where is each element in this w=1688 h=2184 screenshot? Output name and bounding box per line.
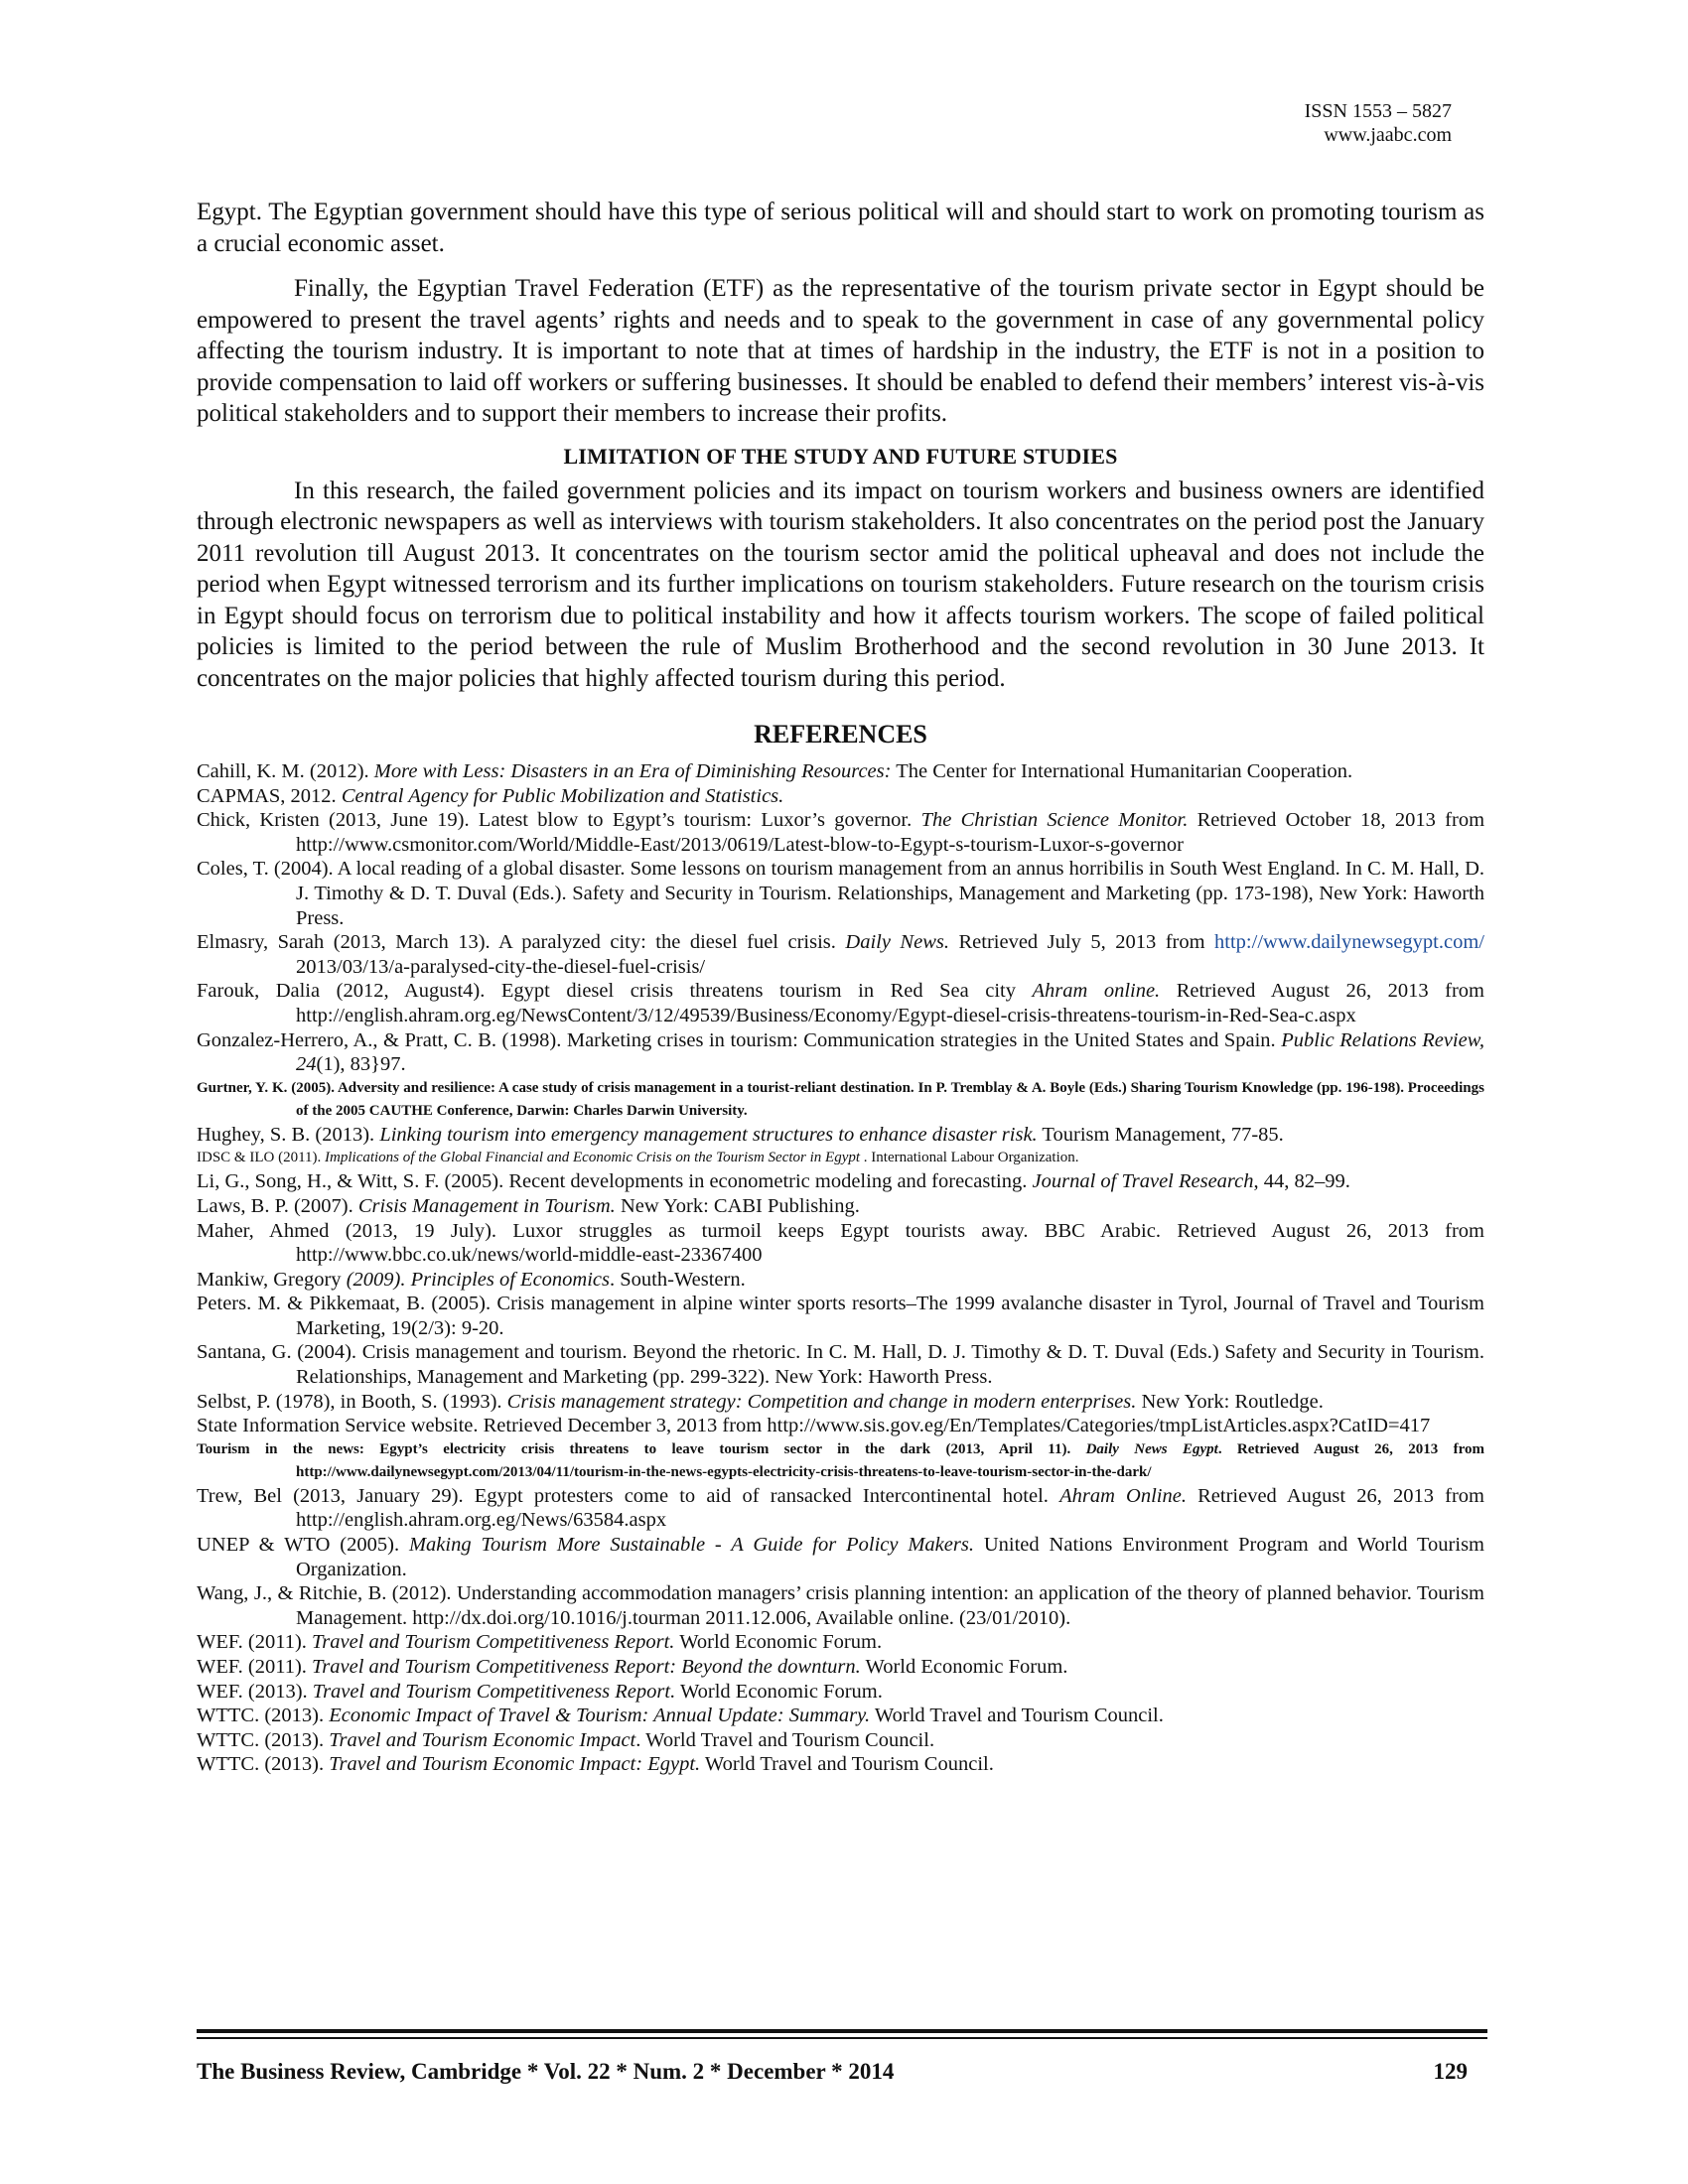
- reference-title: Daily News.: [845, 931, 949, 954]
- paragraph-1: Egypt. The Egyptian government should have this type of serious political will and should start to work on promoting tourism as a crucial economic asset.: [197, 199, 1484, 257]
- reference-text: Retrieved October 18, 2013 from http://www.csmonitor.com/World/Middle-East/2013/0619/Latest-blow-to-Egypt-s-tourism-Luxor-s-governor: [296, 809, 1485, 856]
- reference-text: World Economic Forum.: [674, 1631, 883, 1654]
- reference-entry: [197, 1630, 1484, 1655]
- reference-link[interactable]: http://www.dailynewsegypt.com/: [1214, 931, 1484, 954]
- reference-title: Travel and Tourism Economic Impact: [329, 1728, 636, 1751]
- reference-title: (2009). Principles of Economics: [346, 1268, 610, 1291]
- reference-text: Peters. M. & Pikkemaat, B. (2005). Crisis management in alpine winter sports resorts–The 1999 avalanche disaster in Tyrol, Journal of Travel and Tourism Marketing, 19(2/3): 9-20.: [197, 1293, 1484, 1339]
- reference-title: Crisis Management in Tourism.: [357, 1194, 616, 1217]
- reference-text: Mankiw, Gregory: [197, 1268, 347, 1291]
- reference-text: World Economic Forum.: [860, 1656, 1068, 1678]
- reference-text: 2013/03/13/a-paralysed-city-the-diesel-fuel-crisis/: [296, 955, 706, 978]
- reference-text: Trew, Bel (2013, January 29). Egypt protesters come to aid of ransacked Intercontinental hotel.: [197, 1484, 1060, 1507]
- reference-text: Retrieved August 26, 2013 from http://english.ahram.org.eg/News/63584.aspx: [296, 1484, 1484, 1532]
- reference-entry: [197, 1680, 1484, 1705]
- reference-entry: [197, 1390, 1484, 1415]
- reference-text: WTTC. (2013).: [197, 1728, 330, 1751]
- reference-title: Travel and Tourism Competitiveness Report: Beyond the downturn.: [312, 1656, 861, 1678]
- reference-entry: [197, 1268, 1484, 1293]
- references-heading: REFERENCES: [754, 720, 927, 749]
- reference-text: Laws, B. P. (2007).: [197, 1194, 358, 1217]
- reference-text: Coles, T. (2004). A local reading of a global disaster. Some lessons on tourism management from an annus horribilis in South West England. In C. M. Hall, D. J. Timothy & D. T. Duval (Eds.). Safety and Security in Tourism. Relationships, Management and Marketing (pp. 173-198), New York: Haworth Press.: [197, 858, 1484, 929]
- reference-text: Retrieved July 5, 2013 from: [948, 931, 1215, 954]
- journal-website: www.jaabc.com: [1324, 124, 1452, 146]
- reference-entry: [197, 1581, 1484, 1630]
- reference-entry: [197, 1340, 1484, 1389]
- reference-entry: [197, 1292, 1484, 1340]
- reference-text: Tourism in the news: Egypt’s electricity crisis threatens to leave tourism sector in the dark (2013, April 11).: [197, 1440, 1086, 1457]
- reference-entry: [197, 759, 1484, 784]
- reference-text: United Nations Environment Program and World Tourism Organization.: [296, 1534, 1484, 1580]
- reference-entry: [197, 1704, 1484, 1728]
- reference-text: Li, G., Song, H., & Witt, S. F. (2005). Recent developments in econometric modeling and forecasting.: [197, 1170, 1033, 1193]
- page-header: [1305, 99, 1452, 147]
- reference-entry: [197, 1533, 1484, 1581]
- reference-text: Santana, G. (2004). Crisis management and tourism. Beyond the rhetoric. In C. M. Hall, D. J. Timothy & D. T. Duval (Eds.) Safety and Security in Tourism. Relationships, Management and Marketing (pp. 299-322). New York: Haworth Press.: [197, 1341, 1484, 1389]
- reference-text: WTTC. (2013).: [197, 1705, 330, 1727]
- reference-text: UNEP & WTO (2005).: [197, 1534, 409, 1557]
- reference-title: Implications of the Global Financial and Economic Crisis on the Tourism Sector in Egypt: [325, 1150, 861, 1166]
- footer-journal-info: The Business Review, Cambridge * Vol. 22 * Num. 2 * December * 2014: [197, 2059, 895, 2084]
- reference-entry: [197, 1438, 1484, 1484]
- section-heading: LIMITATION OF THE STUDY AND FUTURE STUDIES: [563, 443, 1118, 469]
- reference-text: . International Labour Organization.: [860, 1150, 1079, 1166]
- reference-title: Economic Impact of Travel & Tourism: Annual Update: Summary.: [329, 1705, 871, 1727]
- reference-entry: [197, 930, 1484, 979]
- reference-entry: [197, 1169, 1484, 1194]
- page-content: [197, 197, 1484, 1777]
- reference-entry: [197, 979, 1484, 1027]
- reference-title: Travel and Tourism Competitiveness Report.: [312, 1680, 676, 1703]
- reference-entry: [197, 1752, 1484, 1777]
- reference-entry: [197, 1414, 1484, 1438]
- reference-text: WEF. (2011).: [197, 1631, 313, 1654]
- reference-text: , 44, 82–99.: [1253, 1170, 1350, 1193]
- reference-title: Central Agency for Public Mobilization and Statistics.: [341, 784, 784, 807]
- reference-title: Linking tourism into emergency management structures to enhance disaster risk.: [379, 1123, 1038, 1146]
- reference-title: Daily News Egypt: [1085, 1440, 1218, 1457]
- reference-text: . Retrieved August 26, 2013 from http://www.dailynewsegypt.com/2013/04/11/tourism-in-the-news-egypts-electricity-crisis-threatens-to-leave-tourism-sector-in-the-dark/: [296, 1440, 1484, 1480]
- reference-text: Elmasry, Sarah (2013, March 13). A paralyzed city: the diesel fuel crisis.: [197, 931, 846, 954]
- reference-entry: [197, 857, 1484, 930]
- reference-text: Gonzalez-Herrero, A., & Pratt, C. B. (1998). Marketing crises in tourism: Communication strategies in the United States and Spain.: [197, 1028, 1282, 1051]
- reference-text: Retrieved August 26, 2013 from http://english.ahram.org.eg/NewsContent/3/12/49539/Business/Economy/Egypt-diesel-crisis-threatens-tourism-in-Red-Sea-c.aspx: [296, 980, 1485, 1026]
- reference-text: Selbst, P. (1978), in Booth, S. (1993).: [197, 1390, 507, 1413]
- reference-entry: [197, 1655, 1484, 1680]
- reference-title: Making Tourism More Sustainable - A Guide for Policy Makers.: [408, 1534, 974, 1557]
- reference-entry: [197, 1147, 1484, 1169]
- reference-title: Ahram Online.: [1059, 1484, 1187, 1507]
- reference-text: Gurtner, Y. K. (2005). Adversity and resilience: A case study of crisis management in a tourist-reliant destination. In P. Tremblay & A. Boyle (Eds.) Sharing Tourism Knowledge (pp. 196-198). Proceedings of the 2005 CAUTHE Conference, Darwin: Charles Darwin University.: [197, 1079, 1484, 1119]
- reference-entry: [197, 1219, 1484, 1268]
- reference-entry: [197, 1484, 1484, 1533]
- reference-title: The Christian Science Monitor.: [920, 809, 1189, 832]
- reference-text: Wang, J., & Ritchie, B. (2012). Understanding accommodation managers’ crisis planning intention: an application of the theory of planned behavior. Tourism Management. http://dx.doi.org/10.1016/j.tourman 2011.12.006, Available online. (23/01/2010).: [197, 1582, 1484, 1629]
- reference-text: . World Travel and Tourism Council.: [635, 1728, 935, 1751]
- reference-text: WEF. (2011).: [197, 1656, 313, 1678]
- reference-entry: [197, 808, 1484, 857]
- reference-text: Farouk, Dalia (2012, August4). Egypt diesel crisis threatens tourism in Red Sea city: [197, 980, 1033, 1003]
- reference-entry: [197, 1123, 1484, 1148]
- reference-text: New York: Routledge.: [1136, 1390, 1324, 1413]
- reference-entry: [197, 1728, 1484, 1753]
- references-list: [197, 759, 1484, 1777]
- reference-text: World Travel and Tourism Council.: [870, 1705, 1164, 1727]
- reference-title: More with Less: Disasters in an Era of Diminishing Resources:: [373, 760, 892, 782]
- reference-text: New York: CABI Publishing.: [615, 1194, 860, 1217]
- reference-text: IDSC & ILO (2011).: [197, 1150, 326, 1166]
- paragraph-3: In this research, the failed government policies and its impact on tourism workers and business owners are identified through electronic newspapers as well as interviews with tourism stakeholders. It also concentrates on the period post the January 2011 revolution till August 2013. It concentrates on the tourism sector amid the political upheaval and does not include the period when Egypt witnessed terrorism and its further implications on tourism stakeholders. Future research on the tourism crisis in Egypt should focus on terrorism due to political instability and how it affects tourism workers. The scope of failed political policies is limited to the period between the rule of Muslim Brotherhood and the second revolution in 30 June 2013. It concentrates on the major policies that highly affected tourism during this period.: [197, 477, 1484, 692]
- reference-text: . South-Western.: [610, 1268, 746, 1291]
- reference-title: Public Relations Review, 24: [296, 1028, 1484, 1076]
- reference-text: Chick, Kristen (2013, June 19). Latest blow to Egypt’s tourism: Luxor’s governor.: [197, 809, 921, 832]
- reference-title: Journal of Travel Research: [1032, 1170, 1254, 1193]
- reference-text: CAPMAS, 2012.: [197, 784, 342, 807]
- reference-title: Ahram online.: [1032, 980, 1161, 1003]
- reference-title: Travel and Tourism Competitiveness Report.: [312, 1631, 675, 1654]
- reference-text: Tourism Management, 77-85.: [1037, 1123, 1284, 1146]
- reference-title: Travel and Tourism Economic Impact: Egypt.: [329, 1753, 701, 1776]
- reference-text: World Economic Forum.: [675, 1680, 883, 1703]
- reference-text: (1), 83}97.: [316, 1053, 406, 1076]
- reference-entry: [197, 1077, 1484, 1123]
- reference-entry: [197, 1194, 1484, 1219]
- reference-title: Crisis management strategy: Competition and change in modern enterprises.: [506, 1390, 1137, 1413]
- footer-rule: [197, 2029, 1487, 2033]
- reference-entry: [197, 1028, 1484, 1077]
- reference-text: World Travel and Tourism Council.: [700, 1753, 994, 1776]
- reference-text: WTTC. (2013).: [197, 1753, 330, 1776]
- reference-text: Cahill, K. M. (2012).: [197, 760, 374, 782]
- reference-text: State Information Service website. Retrieved December 3, 2013 from http://www.sis.gov.eg/En/Templates/Categories/tmpListArticles.aspx?CatID=417: [197, 1415, 1431, 1437]
- reference-entry: [197, 784, 1484, 809]
- reference-text: Hughey, S. B. (2013).: [197, 1123, 380, 1146]
- reference-text: Maher, Ahmed (2013, 19 July). Luxor struggles as turmoil keeps Egypt tourists away. BBC Arabic. Retrieved August 26, 2013 from http://www.bbc.co.uk/news/world-middle-east-23367400: [197, 1219, 1484, 1267]
- reference-text: The Center for International Humanitarian Cooperation.: [891, 760, 1353, 782]
- page-number: 129: [1433, 2059, 1468, 2084]
- paragraph-2: Finally, the Egyptian Travel Federation (ETF) as the representative of the tourism private sector in Egypt should be empowered to present the travel agents’ rights and needs and to speak to the government in case of any governmental policy affecting the tourism industry. It is important to note that at times of hardship in the industry, the ETF is not in a position to provide compensation to laid off workers or suffering businesses. It should be enabled to defend their members’ interest vis-à-vis political stakeholders and to support their members to increase their profits.: [197, 275, 1484, 427]
- issn: ISSN 1553 – 5827: [1304, 100, 1452, 122]
- reference-text: WEF. (2013).: [197, 1680, 313, 1703]
- footer-rule-thin: [197, 2037, 1487, 2039]
